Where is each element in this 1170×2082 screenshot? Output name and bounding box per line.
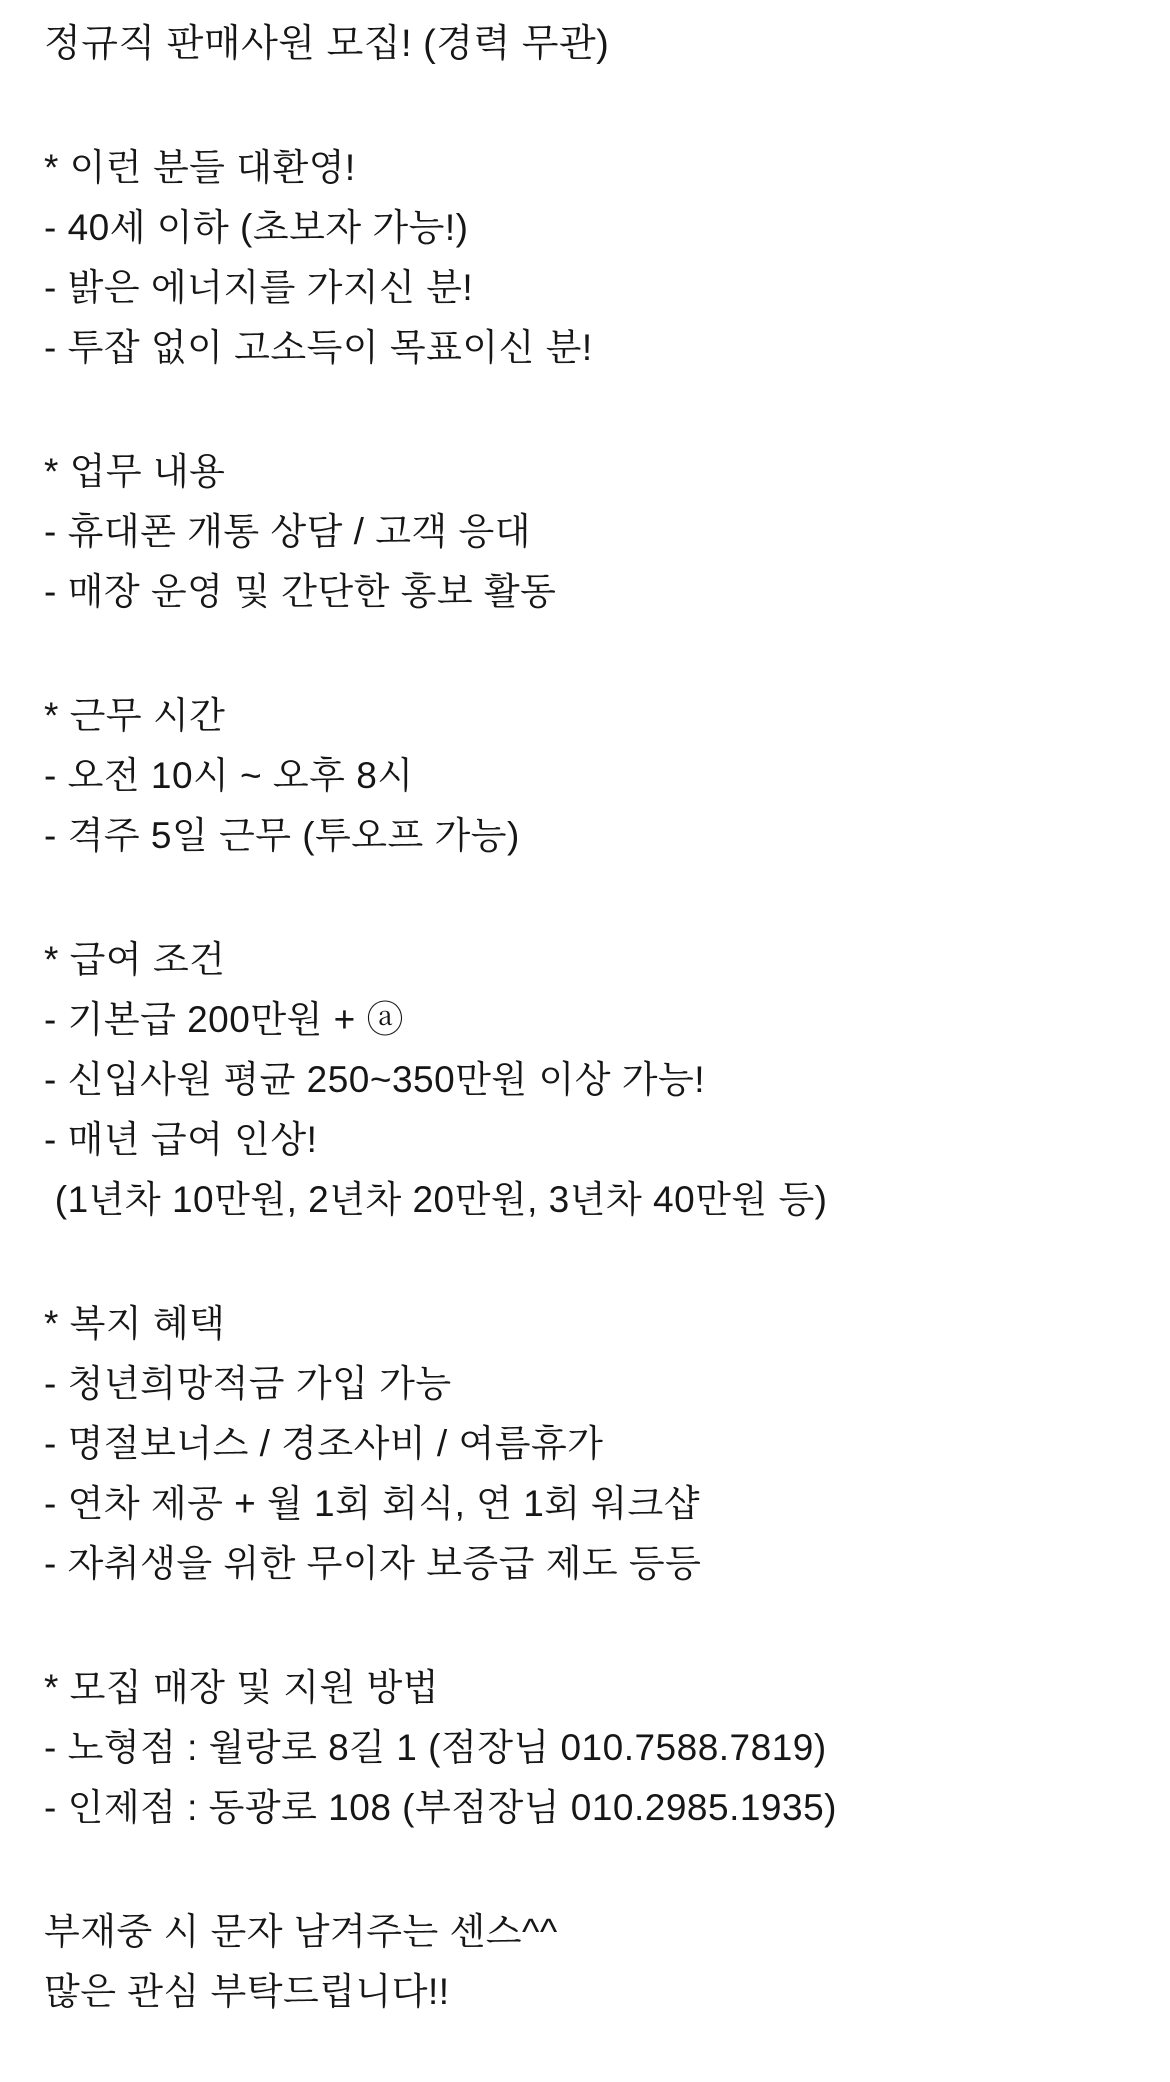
section-gap — [44, 1230, 1130, 1294]
list-item: (1년차 10만원, 2년차 20만원, 3년차 40만원 등) — [44, 1179, 828, 1220]
list-item: - 밝은 에너지를 가지신 분! — [44, 267, 474, 308]
list-item: - 연차 제공 + 월 1회 회식, 연 1회 워크샵 — [44, 1483, 701, 1524]
list-item: - 40세 이하 (초보자 가능!) — [44, 207, 469, 248]
section-heading: * 급여 조건 — [44, 939, 226, 980]
list-item: - 오전 10시 ~ 오후 8시 — [44, 755, 414, 796]
section-gap — [44, 74, 1130, 138]
list-item-store-inje: - 인제점 : 동광로 108 (부점장님 010.2985.1935) — [44, 1787, 837, 1828]
list-item: - 기본급 200만원 + ⓐ — [44, 999, 404, 1040]
section-footer — [44, 1902, 1130, 2022]
section-stores-apply — [44, 1658, 1130, 1838]
list-item: - 휴대폰 개통 상담 / 고객 응대 — [44, 511, 531, 552]
section-welcome — [44, 138, 1130, 378]
section-heading: * 복지 혜택 — [44, 1303, 226, 1344]
section-salary — [44, 930, 1130, 1230]
section-gap — [44, 866, 1130, 930]
section-gap — [44, 1838, 1130, 1902]
section-heading: * 이런 분들 대환영! — [44, 147, 356, 188]
section-duties — [44, 442, 1130, 622]
page-title: 정규직 판매사원 모집! (경력 무관) — [44, 23, 610, 65]
list-item-store-nohyeong: - 노형점 : 월랑로 8길 1 (점장님 010.7588.7819) — [44, 1727, 827, 1768]
list-item: - 투잡 없이 고소득이 목표이신 분! — [44, 327, 593, 368]
list-item: - 자취생을 위한 무이자 보증급 제도 등등 — [44, 1543, 702, 1584]
section-heading: * 근무 시간 — [44, 695, 226, 736]
section-work-hours — [44, 686, 1130, 866]
list-item: - 신입사원 평균 250~350만원 이상 가능! — [44, 1059, 705, 1100]
section-heading: * 모집 매장 및 지원 방법 — [44, 1667, 439, 1708]
footer-line: 많은 관심 부탁드립니다!! — [44, 1971, 450, 2012]
list-item: - 매장 운영 및 간단한 홍보 활동 — [44, 571, 557, 612]
footer-line: 부재중 시 문자 남겨주는 센스^^ — [44, 1911, 558, 1952]
section-gap — [44, 622, 1130, 686]
list-item: - 격주 5일 근무 (투오프 가능) — [44, 815, 520, 856]
section-heading: * 업무 내용 — [44, 451, 226, 492]
section-gap — [44, 1594, 1130, 1658]
section-benefits — [44, 1294, 1130, 1594]
list-item: - 명절보너스 / 경조사비 / 여름휴가 — [44, 1423, 604, 1464]
section-gap — [44, 378, 1130, 442]
list-item: - 매년 급여 인상! — [44, 1119, 318, 1160]
list-item: - 청년희망적금 가입 가능 — [44, 1363, 452, 1404]
